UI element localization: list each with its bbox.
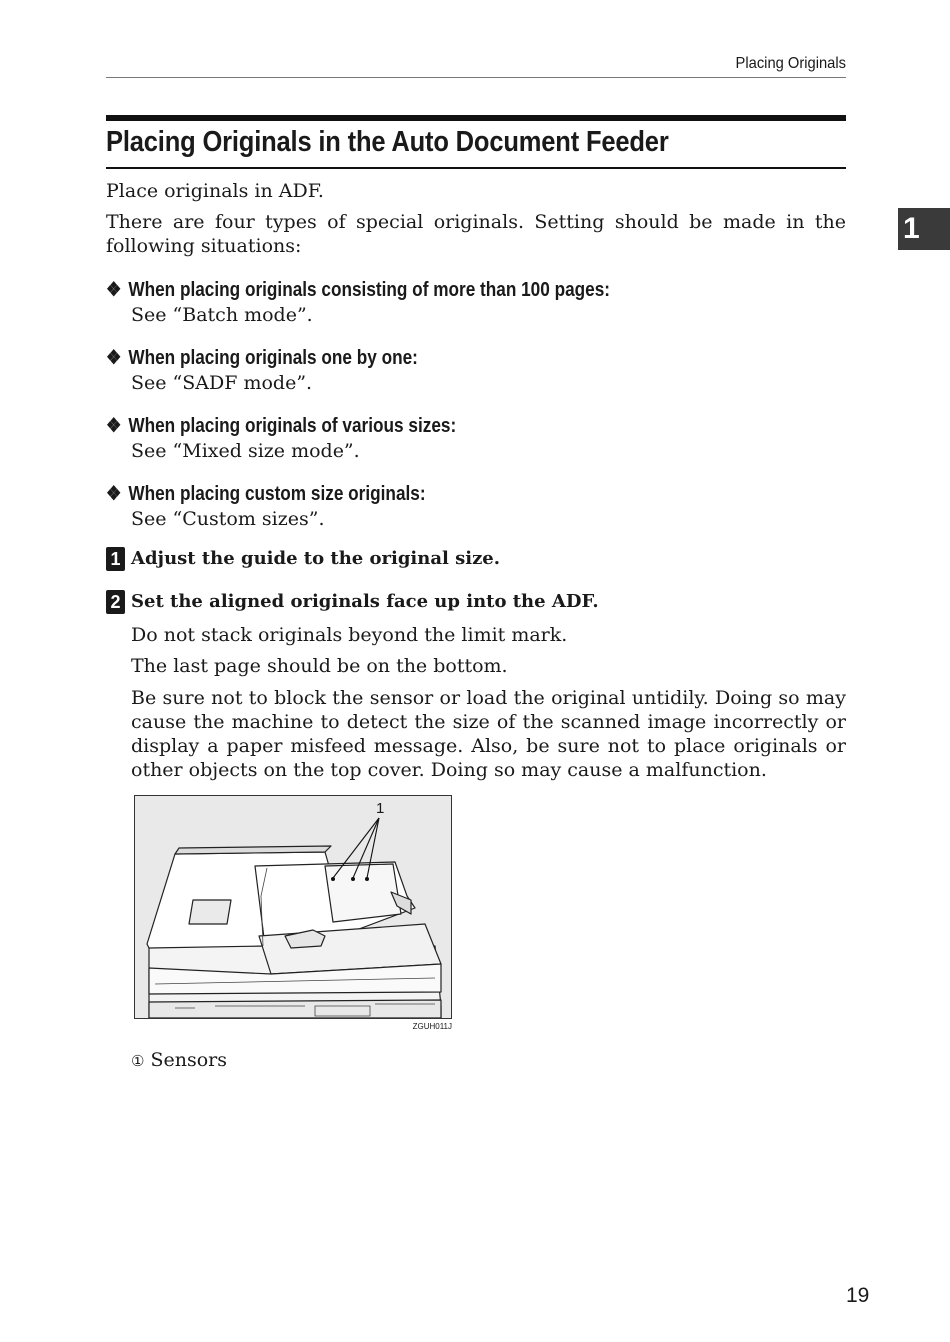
adf-illustration — [134, 795, 452, 1019]
step — [106, 545, 846, 573]
step-number-badge: 1 — [106, 547, 125, 571]
case-heading — [106, 481, 742, 507]
circled-number-icon: ① — [131, 1052, 145, 1070]
special-case — [106, 413, 846, 463]
case-heading-text: When placing originals consisting of more than 100 pages: — [128, 279, 611, 301]
case-heading — [106, 277, 742, 303]
figure-legend — [131, 1048, 227, 1073]
diamond-bullet-icon: ❖ — [106, 415, 122, 437]
case-heading-text: When placing originals of various sizes: — [128, 415, 457, 437]
diamond-bullet-icon: ❖ — [106, 347, 122, 369]
case-heading — [106, 413, 742, 439]
special-case — [106, 277, 846, 327]
title-rule-bottom — [106, 167, 846, 169]
callout-number: 1 — [376, 800, 385, 817]
special-case — [106, 481, 846, 531]
step-note: Do not stack originals beyond the limit mark. — [131, 624, 568, 646]
step-note: Be sure not to block the sensor or load the original untidily. Doing so may cause the machine to detect the size of the scanned image incorrectly or display a paper misfeed message. Also, be sure not to place originals or other objects on the top cover. Doing so may cause a malfunction. — [131, 687, 846, 781]
case-body: See “Batch mode”. — [131, 304, 313, 326]
chapter-tab: 1 — [898, 208, 950, 250]
case-heading-text: When placing originals one by one: — [128, 347, 418, 369]
legend-text: Sensors — [150, 1049, 227, 1071]
step-text: Adjust the guide to the original size. — [131, 548, 501, 569]
case-body: See “Custom sizes”. — [131, 508, 325, 530]
case-body: See “Mixed size mode”. — [131, 440, 360, 462]
case-heading — [106, 345, 742, 371]
step-text: Set the aligned originals face up into the ADF. — [131, 591, 599, 612]
running-header: Placing Originals — [735, 55, 846, 72]
adf-drawing — [135, 796, 451, 1018]
header-rule — [106, 77, 846, 78]
page-number: 19 — [846, 1284, 870, 1307]
step-note: The last page should be on the bottom. — [131, 655, 508, 677]
figure-code: ZGUH011J — [412, 1022, 452, 1031]
title-rule-top — [106, 115, 846, 121]
special-case — [106, 345, 846, 395]
diamond-bullet-icon: ❖ — [106, 483, 122, 505]
case-heading-text: When placing custom size originals: — [128, 483, 426, 505]
intro-paragraph: Place originals in ADF. — [106, 180, 324, 202]
step-number-badge: 2 — [106, 590, 125, 614]
intro-paragraph: There are four types of special originals. Setting should be made in the following situations: — [106, 211, 846, 257]
diamond-bullet-icon: ❖ — [106, 279, 122, 301]
step — [106, 588, 846, 616]
case-body: See “SADF mode”. — [131, 372, 313, 394]
page-title: Placing Originals in the Auto Document Feeder — [106, 126, 669, 158]
